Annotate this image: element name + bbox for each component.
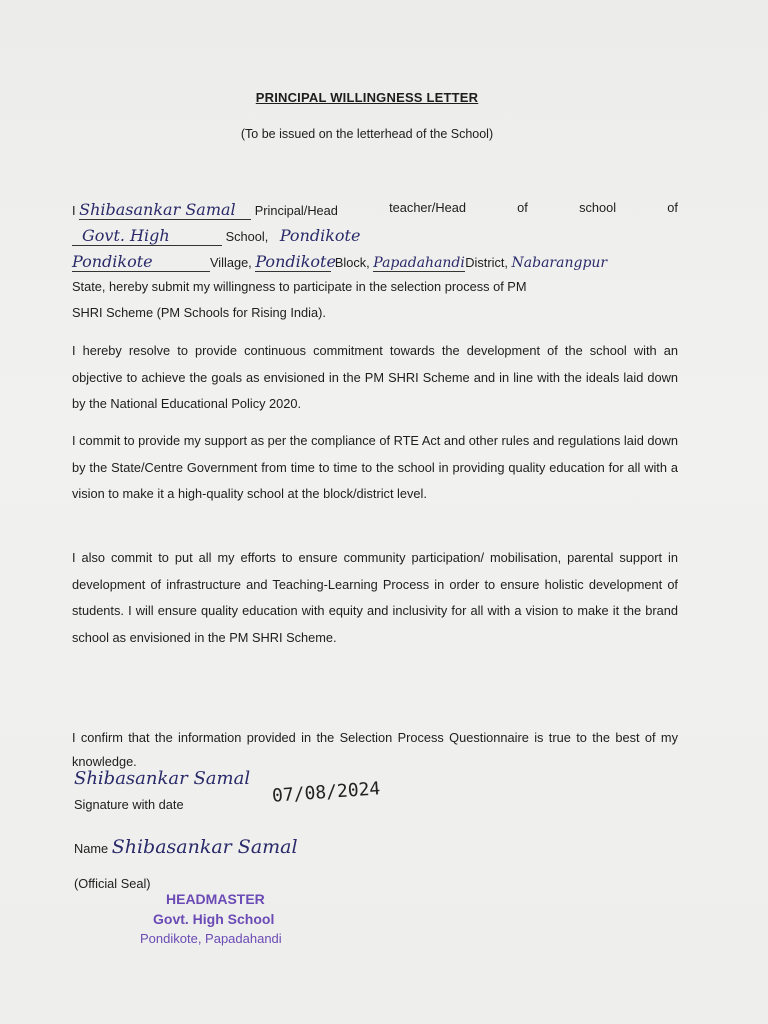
state-name-handwritten: Nabarangpur — [511, 255, 608, 271]
confirm-statement: I confirm that the information provided in the Selection Process Questionnaire is true to the best of my knowledge. — [72, 730, 678, 769]
intro-line-3: Pondikote Village, Pondikote Block, PapadahandiDistrict, Nabarangpur — [72, 252, 608, 271]
letter-subtitle: (To be issued on the letterhead of the School) — [240, 127, 494, 141]
intro-line-4: State, hereby submit my willingness to participate in the selection process of PM — [72, 279, 527, 294]
place-handwritten: Pondikote — [279, 226, 361, 245]
paragraph-rte: I commit to provide my support as per the compliance of RTE Act and other rules and regulations laid down by the State/Centre Government from time to time to the school in providing quality education for all with a vision to make it a high-quality school at the block/district level. — [72, 433, 678, 501]
district-name-handwritten: Papadahandi — [373, 255, 465, 271]
seal-location: Pondikote, Papadahandi — [140, 931, 282, 946]
paragraph-community: I also commit to put all my efforts to ensure community participation/ mobilisation, parental support in development of infrastructure and Teaching-Learning Process in order to ensure holistic development of students. I will ensure quality education with equity and inclusivity for all with a vision to make it the brand school as envisioned in the PM SHRI Scheme. — [72, 550, 678, 645]
name-handwritten: Shibasankar Samal — [111, 836, 298, 858]
seal-school: Govt. High School — [153, 911, 275, 927]
intro-line-5: SHRI Scheme (PM Schools for Rising India). — [72, 305, 326, 320]
signature-date: 07/08/2024 — [271, 778, 381, 807]
village-name-handwritten: Pondikote — [72, 252, 210, 272]
principal-name-handwritten: Shibasankar Samal — [79, 200, 251, 220]
paragraph-commitment: I hereby resolve to provide continuous commitment towards the development of the school with an objective to achieve the goals as envisioned in the PM SHRI Scheme and in line with the ideals laid down by the National Educational Policy 2020. — [72, 343, 678, 411]
intro-line-2: Govt. High School, Pondikote — [72, 226, 678, 246]
school-name-handwritten: Govt. High — [72, 226, 222, 246]
block-name-handwritten: Pondikote — [255, 252, 336, 271]
signature-label: Signature with date — [74, 797, 184, 812]
intro-line-1: I Shibasankar Samal Principal/Head teacher/Head of school of — [72, 200, 678, 219]
name-row — [74, 836, 298, 858]
official-seal-label: (Official Seal) — [74, 876, 151, 891]
name-label: Name — [74, 841, 109, 856]
seal-headmaster: HEADMASTER — [166, 891, 265, 907]
intro-name-group: I Shibasankar Samal Principal/Head — [72, 200, 338, 219]
signature-handwritten: Shibasankar Samal — [74, 768, 251, 789]
letter-title: PRINCIPAL WILLINGNESS LETTER — [255, 90, 479, 105]
